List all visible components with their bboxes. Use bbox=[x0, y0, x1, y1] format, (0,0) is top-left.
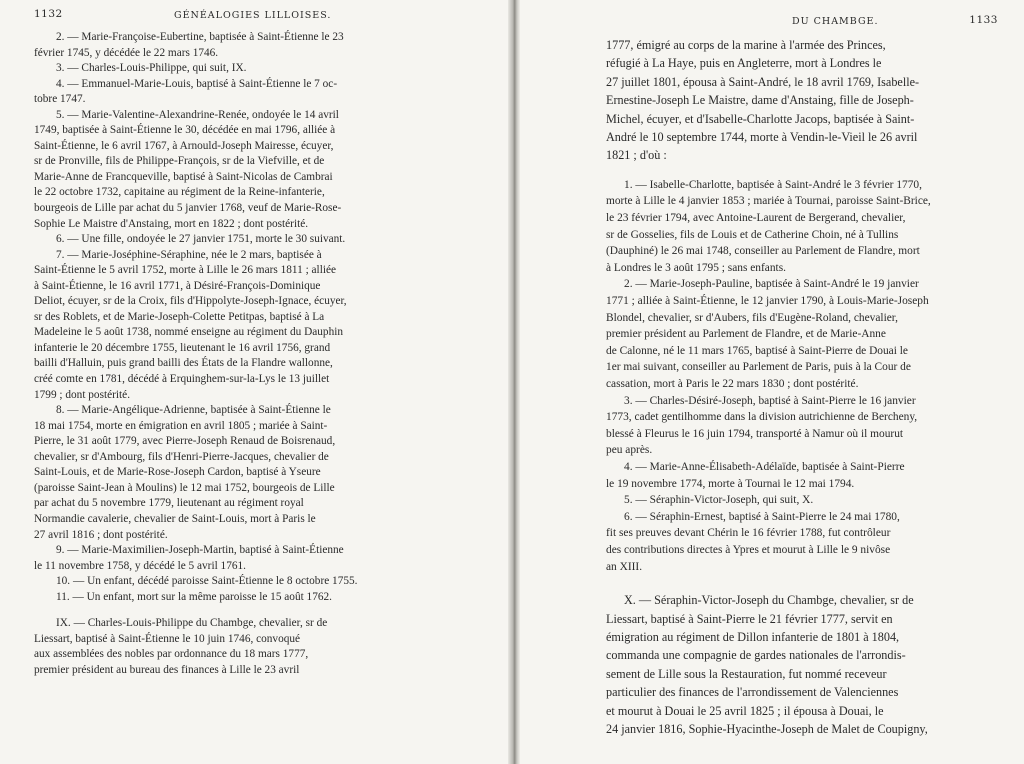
text-line: 1er mai suivant, conseiller au Parlement de Paris, puis à la Cour de bbox=[606, 361, 911, 374]
text-line: 1821 ; d'où : bbox=[606, 148, 667, 163]
text-line: le 23 février 1794, avec Antoine-Laurent de Bergerand, chevalier, bbox=[606, 212, 906, 225]
text-line: 11. — Un enfant, mort sur la même paroisse le 15 août 1762. bbox=[56, 590, 332, 603]
text-line: Ernestine-Joseph Le Maistre, dame d'Anstaing, fille de Joseph- bbox=[606, 93, 914, 108]
text-line: morte à Lille le 4 janvier 1853 ; mariée à Tournai, paroisse Saint-Brice, bbox=[606, 195, 931, 208]
text-line: à Londres le 3 août 1795 ; sans enfants. bbox=[606, 261, 786, 274]
left-section-ix bbox=[34, 616, 494, 678]
left-page bbox=[0, 0, 508, 764]
text-line: 1773, cadet gentilhomme dans la division autrichienne de Bercheny, bbox=[606, 411, 918, 424]
text-line: Liessart, baptisé à Saint-Étienne le 10 juin 1746, convoqué bbox=[34, 632, 301, 645]
text-line: bailli d'Halluin, puis grand bailli des États de la Flandre wallonne, bbox=[34, 357, 333, 370]
text-line: Marie-Anne de Francqueville, baptisé à Saint-Nicolas de Cambrai bbox=[34, 170, 333, 183]
text-line: à Saint-Étienne, le 16 avril 1771, à Désiré-François-Dominique bbox=[34, 279, 321, 292]
text-line: 4. — Marie-Anne-Élisabeth-Adélaïde, baptisée à Saint-Pierre bbox=[624, 460, 905, 473]
text-line: Deliot, écuyer, sr de la Croix, fils d'Hippolyte-Joseph-Ignace, écuyer, bbox=[34, 295, 347, 308]
right-page bbox=[520, 0, 1024, 764]
book-gutter bbox=[508, 0, 520, 764]
text-line: (paroisse Saint-Jean à Moulins) le 12 mai 1752, bourgeois de Lille bbox=[34, 481, 335, 494]
right-section-x bbox=[606, 591, 998, 738]
text-line: le 11 novembre 1758, y décédé le 5 avril 1761. bbox=[34, 559, 246, 572]
text-line: 1771 ; alliée à Saint-Étienne, le 12 janvier 1790, à Louis-Marie-Joseph bbox=[606, 295, 929, 307]
text-line: de Calonne, né le 11 mars 1765, baptisé à Saint-Pierre de Douai le bbox=[606, 344, 908, 357]
text-line: 10. — Un enfant, décédé paroisse Saint-Étienne le 8 octobre 1755. bbox=[56, 575, 358, 588]
text-line: créé comte en 1781, décédé à Erquinghem-sur-la-Lys le 13 juillet bbox=[34, 373, 330, 386]
text-line: 8. — Marie-Angélique-Adrienne, baptisée à Saint-Étienne le bbox=[56, 404, 331, 417]
text-line: fit ses preuves devant Chérin le 16 février 1788, fut contrôleur bbox=[606, 527, 891, 540]
left-body-text bbox=[34, 30, 494, 678]
text-line: 7. — Marie-Joséphine-Séraphine, née le 2 mars, baptisée à bbox=[56, 248, 322, 261]
text-line: 27 avril 1816 ; dont postérité. bbox=[34, 528, 168, 541]
left-running-title: GÉNÉALOGIES LILLOISES. bbox=[174, 10, 332, 21]
text-line: Michel, écuyer, et d'Isabelle-Charlotte Jacops, baptisée à Saint- bbox=[606, 111, 915, 126]
text-line: bourgeois de Lille par achat du 5 janvier 1768, veuf de Marie-Rose- bbox=[34, 202, 342, 215]
text-line: aux assemblées des nobles par ordonnance du 18 mars 1777, bbox=[34, 648, 309, 661]
text-line: 6. — Séraphin-Ernest, baptisé à Saint-Pierre le 24 mai 1780, bbox=[624, 510, 900, 523]
text-line: IX. — Charles-Louis-Philippe du Chambge, chevalier, sr de bbox=[56, 617, 328, 630]
text-line: tobre 1747. bbox=[34, 93, 86, 106]
text-line: Saint-Louis, et de Marie-Rose-Joseph Cardon, baptisé à Yseure bbox=[34, 466, 321, 479]
text-line: 1799 ; dont postérité. bbox=[34, 388, 131, 401]
text-line: sr de Pronville, fils de Philippe-François, sr de la Viefville, et de bbox=[34, 155, 325, 168]
text-line: le 22 octobre 1732, capitaine au régiment de la Reine-infanterie, bbox=[34, 186, 325, 199]
text-line: émigration au régiment de Dillon infanterie de 1801 à 1804, bbox=[606, 629, 900, 644]
text-line: blessé à Fleurus le 16 juin 1794, transporté à Namur où il mourut bbox=[606, 427, 904, 440]
text-line: 2. — Marie-Françoise-Eubertine, baptisée à Saint-Étienne le 23 bbox=[56, 31, 344, 43]
text-line: Pierre, le 31 août 1779, avec Pierre-Joseph Renaud de Boisrenaud, bbox=[34, 435, 336, 448]
text-line: et mourut à Douai le 25 avril 1825 ; il épousa à Douai, le bbox=[606, 703, 884, 718]
text-line: peu après. bbox=[606, 444, 653, 457]
text-line: 24 janvier 1816, Sophie-Hyacinthe-Joseph de Malet de Coupigny, bbox=[606, 721, 928, 736]
text-line: 4. — Emmanuel-Marie-Louis, baptisé à Saint-Étienne le 7 oc- bbox=[56, 77, 338, 90]
text-line: premier président au bureau des finances à Lille le 23 avril bbox=[34, 663, 300, 676]
text-line: 1. — Isabelle-Charlotte, baptisée à Saint-André le 3 février 1770, bbox=[624, 178, 922, 191]
text-line: premier président au Parlement de Flandre, et de Marie-Anne bbox=[606, 328, 886, 341]
text-line: X. — Séraphin-Victor-Joseph du Chambge, chevalier, sr de bbox=[624, 593, 914, 608]
text-line: sr des Roblets, et de Marie-Joseph-Colette Petitpas, baptisé à La bbox=[34, 310, 325, 323]
right-running-title: DU CHAMBGE. bbox=[792, 16, 879, 27]
text-line: le 19 novembre 1774, morte à Tournai le 12 mai 1794. bbox=[606, 477, 855, 490]
text-line: 9. — Marie-Maximilien-Joseph-Martin, baptisé à Saint-Étienne bbox=[56, 544, 344, 557]
text-line: particulier des finances de l'arrondissement de Valenciennes bbox=[606, 685, 899, 700]
text-line: Blondel, chevalier, sr d'Aubers, fils d'Eugène-Roland, chevalier, bbox=[606, 311, 898, 324]
text-line: 6. — Une fille, ondoyée le 27 janvier 1751, morte le 30 suivant. bbox=[56, 233, 346, 246]
left-entries bbox=[34, 30, 494, 605]
right-children bbox=[606, 177, 998, 575]
text-line: cassation, mort à Paris le 22 mars 1830 ; dont postérité. bbox=[606, 377, 859, 390]
left-page-number: 1132 bbox=[34, 8, 63, 20]
text-line: 18 mai 1754, morte en émigration en avril 1805 ; mariée à Saint- bbox=[34, 419, 328, 432]
left-running-head bbox=[34, 8, 494, 30]
text-line: réfugié à La Haye, puis en Angleterre, mort à Londres le bbox=[606, 56, 882, 71]
text-line: commanda une compagnie de gardes nationales de l'arrondis- bbox=[606, 648, 906, 663]
text-line: Liessart, baptisé à Saint-Pierre le 21 février 1777, servit en bbox=[606, 611, 893, 626]
text-line: (Dauphiné) le 26 mai 1748, conseiller au Parlement de Flandre, mort bbox=[606, 245, 920, 258]
text-line: 2. — Marie-Joseph-Pauline, baptisée à Saint-André le 19 janvier bbox=[624, 278, 919, 291]
text-line: an XIII. bbox=[606, 560, 643, 573]
text-line: infanterie le 20 décembre 1755, lieutenant le 16 avril 1756, grand bbox=[34, 341, 331, 354]
text-line: sr de Gosselies, fils de Louis et de Catherine Choin, né à Tullins bbox=[606, 228, 899, 241]
text-line: Normandie cavalerie, chevalier de Saint-Louis, mort à Paris le bbox=[34, 512, 316, 525]
text-line: 27 juillet 1801, épousa à Saint-André, le 18 avril 1769, Isabelle- bbox=[606, 74, 920, 89]
text-line: Madeleine le 5 août 1738, nommé enseigne au régiment du Dauphin bbox=[34, 326, 344, 339]
text-line: Saint-Étienne, le 6 avril 1767, à Arnould-Joseph Mairesse, écuyer, bbox=[34, 139, 334, 152]
text-line: Saint-Étienne le 5 avril 1752, morte à Lille le 26 mars 1811 ; alliée bbox=[34, 264, 336, 277]
text-line: 3. — Charles-Désiré-Joseph, baptisé à Saint-Pierre le 16 janvier bbox=[624, 394, 916, 407]
text-line: 5. — Séraphin-Victor-Joseph, qui suit, X. bbox=[624, 494, 814, 507]
right-intro bbox=[606, 36, 998, 165]
text-line: 5. — Marie-Valentine-Alexandrine-Renée, ondoyée le 14 avril bbox=[56, 108, 339, 121]
text-line: André le 10 septembre 1744, morte à Vendin-le-Vieil le 26 avril bbox=[606, 130, 918, 145]
text-line: chevalier, sr d'Ambourg, fils d'Henri-Pierre-Jacques, chevalier de bbox=[34, 450, 329, 463]
text-line: 3. — Charles-Louis-Philippe, qui suit, IX. bbox=[56, 62, 247, 75]
text-line: 1777, émigré au corps de la marine à l'armée des Princes, bbox=[606, 38, 886, 52]
text-line: février 1745, y décédée le 22 mars 1746. bbox=[34, 46, 219, 59]
right-page-number: 1133 bbox=[969, 14, 998, 26]
text-line: par achat du 5 novembre 1779, lieutenant au régiment royal bbox=[34, 497, 304, 510]
text-line: 1749, baptisée à Saint-Étienne le 30, décédée en mai 1796, alliée à bbox=[34, 124, 336, 137]
text-line: Sophie Le Maistre d'Anstaing, mort en 1822 ; dont postérité. bbox=[34, 217, 309, 230]
text-line: des contributions directes à Ypres et mourut à Lille le 9 nivôse bbox=[606, 543, 891, 556]
right-body-text bbox=[606, 36, 998, 738]
right-running-head bbox=[606, 14, 998, 36]
text-line: sement de Lille sous la Restauration, fut nommé receveur bbox=[606, 666, 887, 681]
